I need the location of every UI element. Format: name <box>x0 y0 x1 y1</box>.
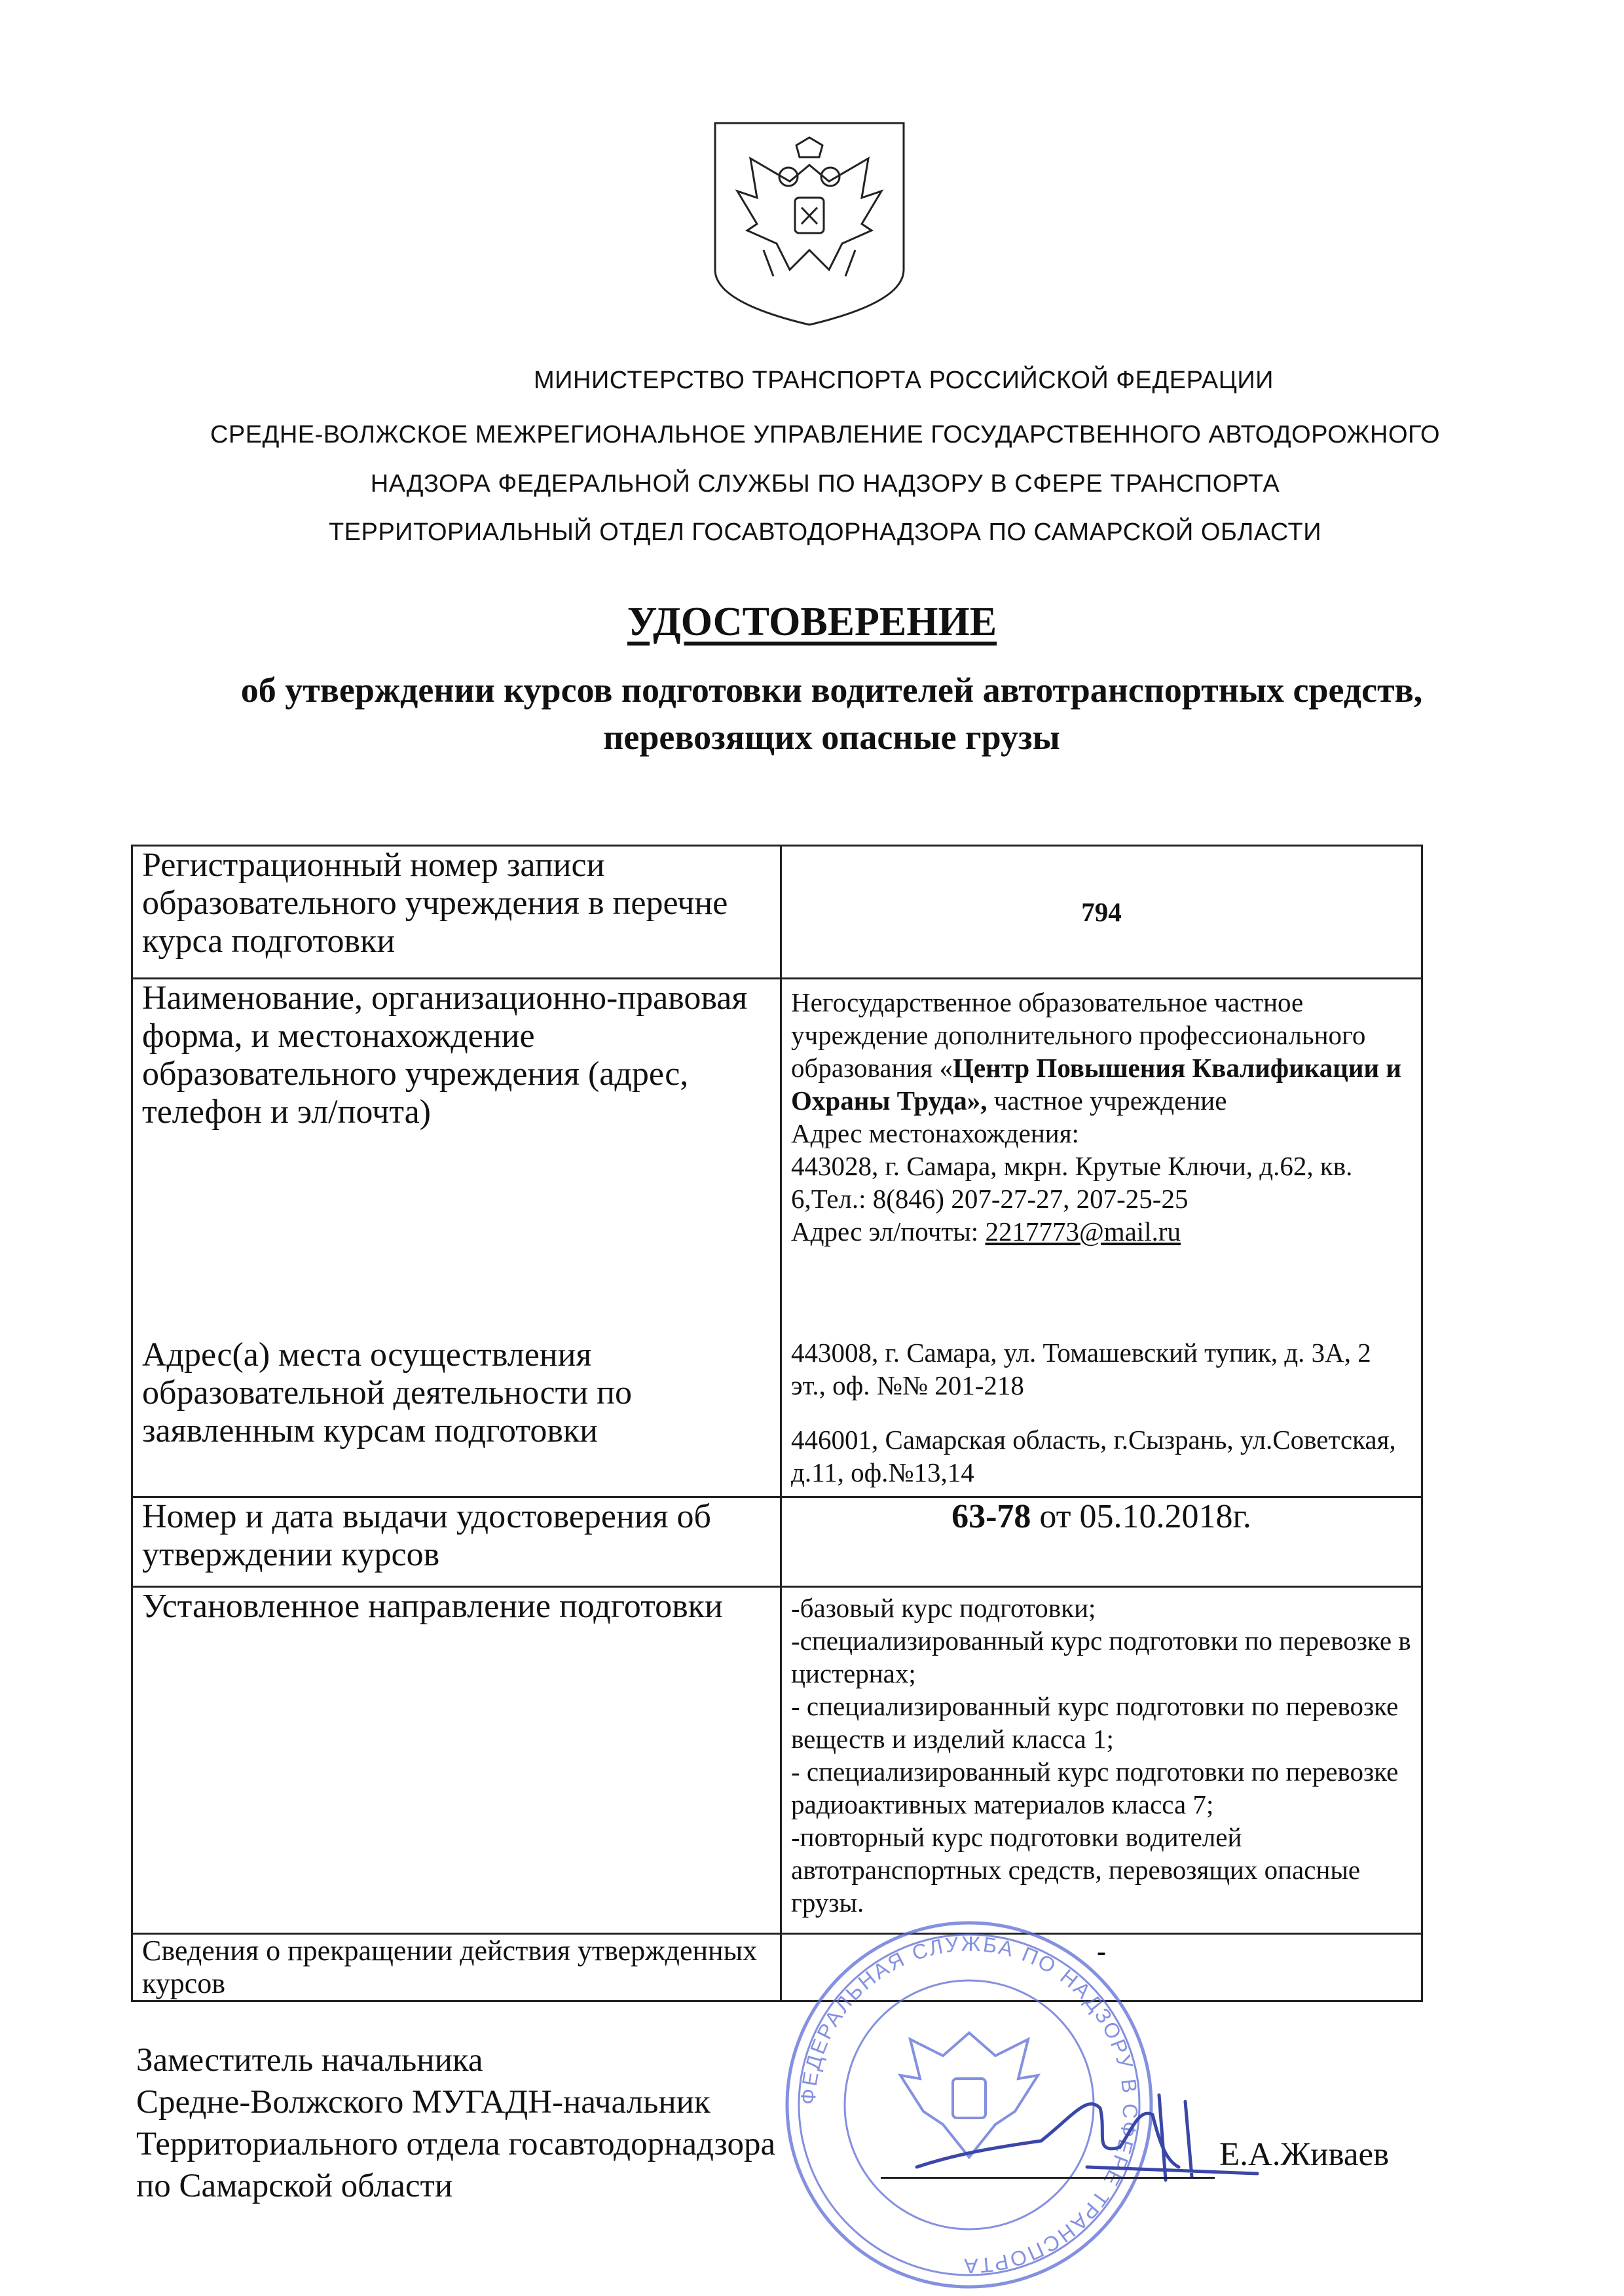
address-line: 443028, г. Самара, мкрн. Крутые Ключи, д.62, кв. 6,Тел.: 8(846) 207-27-27, 207-25-25 <box>791 1151 1353 1214</box>
org-name-label: Наименование, организационно-правовая форма, и местонахождение образовательного учреждения (адрес, телефон и эл/почта) <box>142 979 748 1131</box>
document-subtitle <box>131 666 1532 761</box>
coat-of-arms-emblem <box>711 119 908 329</box>
subtitle-line-1: об утверждении курсов подготовки водителей автотранспортных средств, <box>240 670 1423 710</box>
stamp-text: ФЕДЕРАЛЬНАЯ СЛУЖБА ПО НАДЗОРУ В СФЕРЕ ТРАНСПОРТА <box>796 1931 1143 2278</box>
signatory-title <box>136 2039 775 2207</box>
table-row <box>132 1587 1422 1934</box>
place-2: 446001, Самарская область, г.Сызрань, ул.Советская, д.11, оф.№13,14 <box>791 1425 1396 1487</box>
email-link[interactable]: 2217773@mail.ru <box>985 1216 1181 1247</box>
signatory-line-4: по Самарской области <box>136 2168 453 2204</box>
reg-number-label: Регистрационный номер записи образовательного учреждения в перечне курса подготовки <box>132 846 781 979</box>
document-title: УДОСТОВЕРЕНИЕ <box>627 600 997 644</box>
place-1: 443008, г. Самара, ул. Томашевский тупик, д. 3А, 2 эт., оф. №№ 201-218 <box>791 1338 1371 1400</box>
cert-number: 63-78 <box>951 1498 1031 1535</box>
cert-number-label: Номер и дата выдачи удостоверения об утверждении курсов <box>132 1497 781 1587</box>
territorial-department-title: ТЕРРИТОРИАЛЬНЫЙ ОТДЕЛ ГОСАВТОДОРНАДЗОРА ПО САМАРСКОЙ ОБЛАСТИ <box>328 519 1322 546</box>
cert-date: от 05.10.2018г. <box>1031 1498 1251 1535</box>
department-title-line-2: НАДЗОРА ФЕДЕРАЛЬНОЙ СЛУЖБЫ ПО НАДЗОРУ В СФЕРЕ ТРАНСПОРТА <box>370 470 1280 498</box>
org-name-bold: Центр Повышения Квалификации и Охраны Труда», <box>791 1053 1402 1116</box>
signatory-line-1: Заместитель начальника <box>136 2042 483 2079</box>
org-info-value-cell <box>781 979 1422 1497</box>
places-label: Адрес(а) места осуществления образовательной деятельности по заявленным курсам подготовки <box>142 1336 633 1449</box>
directions-cell <box>781 1587 1422 1934</box>
table-row <box>132 846 1422 979</box>
email-line <box>791 1215 1412 1248</box>
reg-number-value: 794 <box>781 846 1422 979</box>
signature-line <box>881 2177 1215 2179</box>
direction-item: -базовый курс подготовки; <box>791 1593 1096 1623</box>
address-heading: Адрес местонахождения: <box>791 1118 1079 1148</box>
table-row <box>132 979 1422 1497</box>
ministry-title: МИНИСТЕРСТВО ТРАНСПОРТА РОССИЙСКОЙ ФЕДЕРАЦИИ <box>534 367 1274 394</box>
certificate-table <box>131 845 1423 2002</box>
table-row <box>132 1934 1422 2001</box>
cert-number-value <box>781 1497 1422 1587</box>
signatory-line-3: Территориального отдела госавтодорнадзора <box>136 2126 776 2162</box>
termination-value: - <box>781 1934 1422 2001</box>
handwritten-signature <box>904 2069 1270 2193</box>
signer-name: Е.А.Живаев <box>1219 2136 1390 2173</box>
department-title-line-1: СРЕДНЕ-ВОЛЖСКОЕ МЕЖРЕГИОНАЛЬНОЕ УПРАВЛЕНИЕ ГОСУДАРСТВЕННОГО АВТОДОРОЖНОГО <box>210 421 1440 448</box>
direction-item: -повторный курс подготовки водителей автотранспортных средств, перевозящих опасные грузы. <box>791 1822 1361 1918</box>
email-prefix: Адрес эл/почты: <box>791 1216 986 1247</box>
org-name-value <box>791 986 1412 1117</box>
org-name-text: Негосударственное образовательное частное учреждение дополнительного профессионального образования « <box>791 987 1366 1083</box>
direction-item: -специализированный курс подготовки по перевозке в цистернах; <box>791 1626 1411 1688</box>
org-info-label-cell <box>132 979 781 1497</box>
signatory-line-2: Средне-Волжского МУГАДН-начальник <box>136 2084 710 2121</box>
direction-item: - специализированный курс подготовки по перевозке веществ и изделий класса 1; <box>791 1691 1399 1754</box>
org-type-text: частное учреждение <box>987 1085 1227 1116</box>
table-row <box>132 1497 1422 1587</box>
direction-label: Установленное направление подготовки <box>132 1587 781 1934</box>
termination-label: Сведения о прекращении действия утвержденных курсов <box>132 1934 781 2001</box>
direction-item: - специализированный курс подготовки по перевозке радиоактивных материалов класса 7; <box>791 1757 1399 1819</box>
subtitle-line-2: перевозящих опасные грузы <box>603 718 1060 757</box>
